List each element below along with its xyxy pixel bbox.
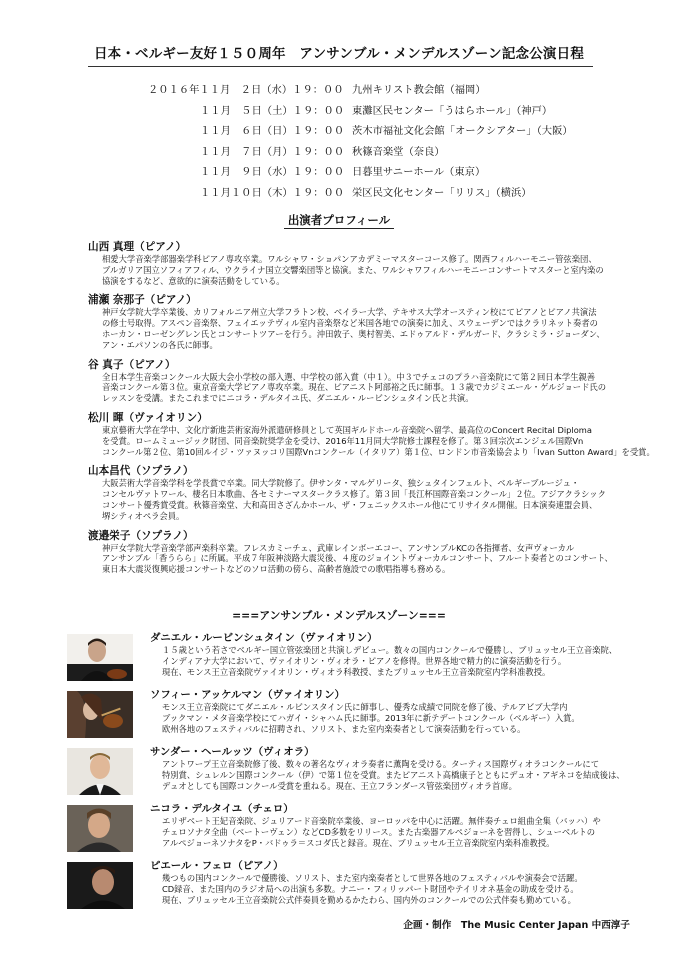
- violinist-photo-icon: [67, 634, 133, 681]
- profile-text: コンセルヴァトワール、棲名日本歌曲、各セミナーマスタークラス修了。第３回「長江杯国際音楽コンクール」２位。アジアクラシック: [102, 489, 606, 500]
- cellist-photo: [67, 805, 133, 852]
- member-bio: 幾つもの国内コンクールで優勝後、ソリスト、また室内楽奏者として世界各地のフェスティバルや演奏会で活躍。: [162, 873, 583, 883]
- schedule-date: １１月１０日（木）１９：００: [200, 186, 345, 199]
- profile-text: 神戸女学院大学音楽学部声楽科卒業。フレスカミーチェ、武庫レインボーエコー、アンサンブルKCの各指揮者、女声ヴォーカル: [102, 542, 575, 553]
- schedule-venue: 秋篠音楽堂（奈良）: [352, 145, 445, 158]
- profile-text: 大阪芸術大学音楽学科を学長賞で卒業。同大学院修了。伊サンタ・マルゲリータ、独シュタインフェルト、ベルギーブルージュ・: [102, 478, 580, 489]
- profile-text: ブルガリア国立ソフィアフィル、ウクライナ国立交響楽団等と協演。また、ワルシャワフィルハーモニーコンサートマスターと室内楽の: [102, 264, 604, 275]
- profile-text: 東日本大震災復興応援コンサートなどのソロ活動の傍ら、高齢者施設での歌唱指導も務める。: [102, 564, 451, 575]
- profile-text: 相愛大学音楽学部器楽学科ピアノ専攻卒業。ワルシャワ・ショパンアカデミーマスターコース修了。関西フィルハーモニー管弦楽団、: [102, 254, 597, 264]
- member-bio: 特別賞、シュレルン国際コンクール（伊）で第１位を受賞。またピアニスト高橋康子とともにデュオ・アギネコを結成後は、: [162, 769, 625, 780]
- member-bio: モンス王立音楽院にてダニエル・ルビンスタイン氏に師事し、優秀な成績で同院を修了後、テルアビブ大学内: [162, 702, 568, 712]
- schedule-date: １１月 ７日（月）１９：００: [200, 145, 345, 158]
- schedule-row: [0, 102, 678, 123]
- member-profile: [0, 856, 678, 913]
- schedule-row: [0, 122, 678, 143]
- performer-profile: [88, 240, 648, 286]
- schedule-row: [0, 184, 678, 205]
- member-bio: １５歳という若さでベルギー国立管弦楽団と共演しデビュー。数々の国内コンクールで優勝し、ブリュッセル王立音楽院、: [162, 645, 618, 655]
- profile-heading: [0, 212, 678, 228]
- concert-schedule: [0, 81, 678, 205]
- performer-profile: [88, 464, 648, 521]
- performer-name: 浦瀬 奈那子（ピアノ）: [88, 294, 197, 307]
- profile-text: アン・エパソンの各氏に師事。: [102, 339, 218, 350]
- schedule-venue: 九州キリスト教会館（福岡）: [352, 84, 486, 96]
- profile-text: 東京藝術大学在学中、文化庁新進芸術家海外派遣研修員として英国ギルドホール音楽院へ留学、最高位のConcert Recital Diploma: [102, 424, 592, 435]
- performer-profile: [88, 529, 648, 575]
- schedule-row: [0, 81, 678, 102]
- member-bio: 現在、ブリュッセル王立音楽院公式伴奏員を勤めるかたわら、国内外のコンクールでの公式伴奏も勤めている。: [162, 894, 576, 905]
- member-name: ピエール・フェロ（ピアノ）: [150, 860, 284, 872]
- member-bio: デュオとしても国際コンクール受賞を重ねる。現在、王立フランダース管弦楽団ヴィオラ首席。: [162, 780, 517, 791]
- member-name: ニコラ・デルタイユ（チェロ）: [150, 803, 294, 815]
- profile-text: コンサート優秀賞受賞。秋篠音楽堂、大和高田さざんかホール、ザ・フェニックスホール他にてリサイタル開催。日本演奏連盟会員、: [102, 499, 598, 510]
- member-profile: [0, 685, 678, 742]
- performer-name: 山本昌代（ソプラノ）: [88, 465, 194, 478]
- schedule-venue: 栄区民文化センター「リリス」（横浜）: [352, 186, 532, 199]
- pianist-photo-icon: [67, 862, 133, 909]
- violinist-photo-icon: [67, 691, 133, 738]
- member-bio: アントワープ王立音楽院修了後、数々の著名なヴィオラ奏者に薫陶を受ける。ターティス国際ヴィオラコンクールにて: [162, 759, 600, 769]
- member-name: ソフィー・アッケルマン（ヴァイオリン）: [150, 689, 345, 701]
- profile-text: アンサンブル「香うらら」に所属。平成７年阪神淡路大震災後、４度のジョイントヴォーカルコンサート、フルート奏者とのコンサート、: [102, 553, 613, 564]
- schedule-venue: 東灘区民センター「うはらホール」（神戸）: [352, 104, 553, 117]
- member-bio: 欧州各地のフェスティバルに招聘され、ソリスト、また室内楽奏者として演奏活動を行っている。: [162, 723, 526, 734]
- profile-text: レッスンを受講。またこれまでにニコラ・デルタイユ氏、ダニエル・ルービンシュタイン氏と共演。: [102, 393, 474, 404]
- profile-text: の修士号取得。アスペン音楽祭、フェイエッテヴィル室内音楽祭など米国各地での演奏に加え、スウェーデンではクラリネット奏者の: [102, 318, 598, 329]
- member-bio: アルペジョーネソナタをP・バドゥラ＝スコダ氏と録音。現在、ブリュッセル王立音楽院室内楽科准教授。: [162, 837, 555, 848]
- schedule-date: １１月 ９日（水）１９：００: [200, 166, 345, 179]
- schedule-venue: 日暮里サニーホール（東京）: [352, 166, 486, 179]
- violist-photo: [67, 748, 133, 795]
- schedule-row: [0, 163, 678, 184]
- profile-text: 協演をするなど、意欲的に演奏活動をしている。: [102, 275, 285, 286]
- profile-heading-text: 出演者プロフィール: [284, 213, 394, 229]
- production-credit: 企画・制作 The Music Center Japan 中西淳子: [403, 920, 630, 931]
- violist-photo-icon: [67, 748, 133, 795]
- member-profile: [0, 628, 678, 685]
- member-profile: [0, 742, 678, 799]
- schedule-row: [0, 143, 678, 164]
- title-divider: [88, 66, 593, 67]
- performer-profiles: [88, 240, 655, 582]
- member-bio: ブックマン・メタ音楽学校にてハガイ・シャハム氏に師事。2013年に新テデートコンクール（ベルギー）入賞。: [162, 712, 580, 723]
- ensemble-members: [0, 628, 678, 913]
- performer-name: 松川 暉（ヴァイオリン）: [88, 411, 208, 424]
- profile-text: 全日本学生音楽コンクール大阪大会小学校の部入選、中学校の部入賞（中１）。中３でチェコのプラハ音楽院にて第２回日本学生親善: [102, 371, 596, 382]
- violinist-photo: [67, 634, 133, 681]
- profile-text: 堺シティオペラ会員。: [102, 510, 185, 521]
- schedule-date: １１月 ６日（日）１９：００: [200, 125, 345, 138]
- performer-profile: [88, 293, 648, 350]
- violinist-photo: [67, 691, 133, 738]
- member-bio: チェロソナタ全曲（ベートーヴェン）などCD多数をリリース。また古楽器アルペジョーネを習得し、シューベルトの: [162, 826, 596, 837]
- performer-name: 山西 真理（ピアノ）: [88, 241, 187, 253]
- profile-text: 音楽コンクール第３位。東京音楽大学ピアノ専攻卒業。現在、ピアニスト阿部裕之氏に師事。１３歳でカジミエール・ゲルジョード氏の: [102, 382, 606, 393]
- member-bio: インディアナ大学において、ヴァイオリン・ヴィオラ・ピアノを修得。世界各地で精力的に演奏活動を行う。: [162, 655, 567, 666]
- profile-text: 神戸女学院大学卒業後、カリフォルニア州立大学フラトン校、ベイラー大学、テキサス大学オースティン校にてピアノとピアノ共演法: [102, 307, 597, 318]
- performer-name: 渡邉栄子（ソプラノ）: [88, 529, 194, 542]
- member-profile: [0, 799, 678, 856]
- profile-text: ホーカン・ローゼングレン氏とコンサートツアーを行う。沖田敦子、奥村智美、エドゥアルド・デルガード、クラシミラ・ジョーダン、: [102, 328, 605, 339]
- cellist-photo-icon: [67, 805, 133, 852]
- performer-profile: [88, 358, 648, 404]
- member-bio: 現在、モンス王立音楽院ヴァイオリン・ヴィオラ科教授、またブリュッセル王立音楽院室内学科准教授。: [162, 666, 551, 677]
- profile-text: コンクール第２位、第10回ルイジ・ツァヌッコリ国際Vnコンクール（イタリア）第１位、ロンドン市音楽協会より「Ivan Sutton Award」を受賞。: [102, 446, 655, 457]
- performer-name: 谷 真子（ピアノ）: [88, 358, 176, 371]
- page-title: 日本・ベルギー友好１５０周年 アンサンブル・メンデルスゾーン記念公演日程: [93, 46, 585, 62]
- ensemble-heading: ===アンサンブル・メンデルスゾーン===: [232, 609, 446, 622]
- pianist-photo: [67, 862, 133, 909]
- member-name: サンダー・ヘールッツ（ヴィオラ）: [150, 746, 315, 758]
- schedule-date: ２０１６年１１月 ２日（水）１９：００: [148, 84, 344, 96]
- profile-text: を受賞。ロームミュージック財団、同音楽院奨学金を受け、2016年11月同大学院修士課程を修了。第３回宗次エンジェル国際Vn: [102, 435, 584, 446]
- member-name: ダニエル・ルービンシュタイン（ヴァイオリン）: [150, 632, 378, 644]
- schedule-date: １１月 ５日（土）１９：００: [200, 104, 345, 117]
- performer-profile: [88, 411, 655, 457]
- member-bio: CD録音、また国内のラジオ局への出演も多数。ナニー・フィリッパート財団やテイリオネ基金の助成を受ける。: [162, 883, 579, 894]
- schedule-venue: 茨木市福祉文化会館「オークシアター」（大阪）: [352, 125, 573, 138]
- member-bio: エリザベート王妃音楽院、ジュリアード音楽院卒業後、ヨーロッパを中心に活躍。無伴奏チェロ組曲全集（バッハ）や: [162, 816, 601, 826]
